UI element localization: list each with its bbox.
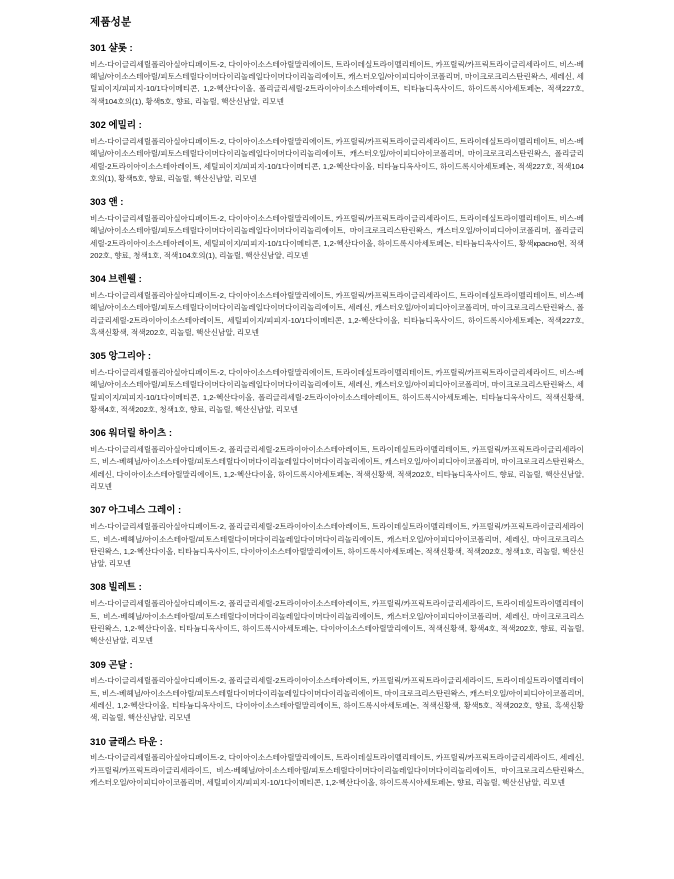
section-heading: 306 워더릴 하이츠 : <box>90 428 172 440</box>
section-heading: 304 브렌웰 : <box>90 274 142 286</box>
section-body: 비스-다이글리세릴폴리아실아디페이트-2, 폴리글리세릴-2트라이아이소스테아레이트, 트라이데실트라이멜리테이트, 카프릴릭/카프릭트라이글리세라이드, 비스-베헤닐/아이소스테아릴/피토스테릴다이머다이리놀레일다이머다이리놀리에이트, 캐스터오일/아이피디아이코폴리머, 세레신, 마이크로크리스탄린왁스, 1,2-헥산다이올, 티타늄디옥사이드, 다이아이소스테아릴말리에이트, 하이드록시아세토페논, 적색신황색, 적색202호, 청색1호, 리놀릴, 핵산신남알, 리모넨 <box>90 522 584 569</box>
section-heading: 307 아그네스 그레이 : <box>90 505 182 517</box>
ingredient-section <box>90 197 666 262</box>
section-heading: 303 앤 : <box>90 197 124 209</box>
ingredient-section <box>90 505 666 570</box>
section-heading: 302 에밀리 : <box>90 120 142 132</box>
section-heading: 310 글래스 타운 : <box>90 736 163 748</box>
section-body: 비스-다이글리세릴폴리아실아디페이트-2, 다이아이소스테아릴말리에이트, 트라이데실트라이멜리테이트, 카프릴릭/카프릭트라이글리세라이드, 비스-베헤닐/아이소스테아릴/피토스테릴다이머다이리놀레일다이머다이리놀리에이트, 세레신, 캐스터오일/아이피디아이코폴리머, 마이크로크리스탄린왁스, 세틸피이지/피피지-10/1다이메티콘, 1,2-헥산다이올, 폴리글리세릴-2트라이아이소스테아레이트, 하이드록시아세토페논, 티타늄디옥사이드, 적색신황색, 황색4호, 적색202호, 청색1호, 향료, 리놀릴, 핵산신남알, 리모넨 <box>90 368 584 415</box>
section-body: 비스-다이글리세릴폴리아실아디페이트-2, 다이아이소스테아릴말리에이트, 카프릴릭/카프릭트라이글리세라이드, 트라이데실트라이멜리테이트, 비스-베헤닐/아이소스테아릴/피토스테릴다이머다이리놀레일다이머다이리놀리에이트, 세레신, 캐스터오일/아이피디아이코폴리머, 마이크로크리스탄린왁스, 폴리글리세릴-2트라이아이소스테아레이트, 세틸피이지/피피지-10/1다이메티콘, 1,2-헥산다이올, 티타늄디옥사이드, 하이드록시아세토페논, 적색227호, 흑색신황색, 적색202호, 리놀릴, 핵산신남알, 리모넨 <box>90 291 584 337</box>
section-body: 비스-다이글리세릴폴리아실아디페이트-2, 다이아이소스테아릴말리에이트, 트라이데실트라이멜리테이트, 카프릴릭/카프릭트라이글리세라이드, 비스-베헤닐/아이소스테아릴/피토스테릴다이머다이리놀레일다이머다이리놀리에이트, 캐스터오일/아이피디아이코폴리머, 마이크로크리스탄린왁스, 세레신, 세틸피이지/피피지-10/1다이메티콘, 1,2-헥산다이올, 폴리글리세릴-2트라이아이소스테아레이트, 티타늄디옥사이드, 하이드록시아세토페논, 적색227호, 적색104호의(1), 황색5호, 향료, 리놀릴, 핵산신남알, 리모넨 <box>90 59 584 106</box>
ingredient-section <box>90 351 666 416</box>
section-body: 비스-다이글리세릴폴리아실아디페이트-2, 폴리글리세릴-2트라이아이소스테아레이트, 카프릴릭/카프릭트라이글리세라이드, 트라이데실트라이멜리테이트, 비스-베헤닐/아이소스테아릴/피토스테릴다이머다이리놀레일다이머다이리놀리에이트, 캐스터오일/아이피디아이코폴리머, 세레신, 마이크로크리스탄린왁스, 1,2-헥산다이올, 티타늄디옥사이드, 하이드록시아세토페논, 다이아이소스테아릴말리에이트, 적색신황색, 황색4호, 적색202호, 향료, 리놀릴, 핵산신남알, 리모넨 <box>90 599 584 646</box>
ingredient-section <box>90 120 666 185</box>
section-heading: 301 샬롯 : <box>90 43 133 54</box>
section-heading: 308 빌레트 : <box>90 582 142 594</box>
ingredient-section <box>90 582 666 647</box>
ingredient-section <box>90 43 666 108</box>
section-body: 비스-다이글리세릴폴리아실아디페이트-2, 폴리글리세릴-2트라이아이소스테아레이트, 트라이데실트라이멜리테이트, 카프릴릭/카프릭트라이글리세라이드, 비스-베헤닐/아이소스테아릴/피토스테릴다이머다이리놀레일다이머다이리놀리에이트, 캐스터오일/아이피디아이코폴리머, 마이크로크리스탄린왁스, 세레신, 다이아이소스테아릴말리에이트, 1,2-헥산다이올, 하이드록시아세토페논, 적색신황색, 적색202호, 티타늄디옥사이드, 향료, 리놀릴, 핵산신남알, 리모넨 <box>90 445 584 492</box>
section-heading: 309 곤달 : <box>90 659 133 671</box>
ingredient-section <box>90 274 666 339</box>
section-body: 비스-다이글리세릴폴리아실아디페이트-2, 다이아이소스테아릴말리에이트, 카프릴릭/카프릭트라이글리세라이드, 트라이데실트라이멜리테이트, 비스-베헤닐/아이소스테아릴/피토스테릴다이머다이리놀레일다이머다이리놀리에이트, 캐스터오일/아이피디아이코폴리머, 마이크로크리스탄린왁스, 폴리글리세릴-2트라이아이소스테아레이트, 세틸피이지/피피지-10/1다이메티콘, 1,2-헥산다이올, 티타늄디옥사이드, 하이드록시아세토페논, 적색227호, 적색104호의(1), 황색5호, 향료, 리놀릴, 핵산신남알, 리모넨 <box>90 136 584 183</box>
section-body: 비스-다이글리세릴폴리아실아디페이트-2, 다이아이소스테아릴말리에이트, 카프릴릭/카프릭트라이글리세라이드, 트라이데실트라이멜리테이트, 비스-베헤닐/아이소스테아릴/피토스테릴다이머다이리놀레일다이머다이리놀리에이트, 마이크로크리스탄린왁스, 캐스터오일/아이피디아이코폴리머, 폴리글리세릴-2트라이아이소스테아레이트, 세틸피이지/피피지-10/1다이메티콘, 1,2-헥산다이올, 하이드록시아세토페논, 티타늄디옥사이드, 황색красно현, 적색202호, 향료, 청색1호, 적색104호의(1), 리놀릴, 핵산신남알, 리모넨 <box>90 214 584 260</box>
ingredient-section <box>90 428 666 493</box>
section-heading: 305 앙그리아 : <box>90 351 152 363</box>
section-body: 비스-다이글리세릴폴리아실아디페이트-2, 폴리글리세릴-2트라이아이소스테아레이트, 카프릴릭/카프릭트라이글리세라이드, 트라이데실트라이멜리테이트, 비스-베헤닐/아이소스테아릴/피토스테릴다이머다이리놀레일다이머다이리놀리에이트, 마이크로크리스탄린왁스, 캐스터오일/아이피디아이코폴리머, 세레신, 1,2-헥산다이올, 티타늄디옥사이드, 다이아이소스테아릴말리에이트, 하이드록시아세토페논, 적색신황색, 황색5호, 적색202호, 향료, 흑색신황색, 리놀릴, 핵산신남알, 리모넨 <box>90 676 584 723</box>
section-body: 비스-다이글리세릴폴리아실아디페이트-2, 다이아이소스테아릴말리에이트, 트라이데실트라이멜리테이트, 카프릴릭/카프릭트라이글리세라이드, 세레신, 카프릴릭/카프릭트라이글리세라이드, 비스-베헤닐/아이소스테아릴/피토스테릴다이머다이리놀레일다이머다이리놀리에이트, 마이크로크리스탄린왁스, 캐스터오일/아이피디아이코폴리머, 세틸피이지/피피지-10/1다이메티콘, 1,2-헥산다이올, 하이드록시아세토페논, 향료, 리놀릴, 핵산신남알, 리모넨 <box>90 753 584 788</box>
page-title: 제품성분 <box>90 16 132 28</box>
ingredient-section <box>90 660 666 725</box>
ingredient-section <box>90 737 666 790</box>
